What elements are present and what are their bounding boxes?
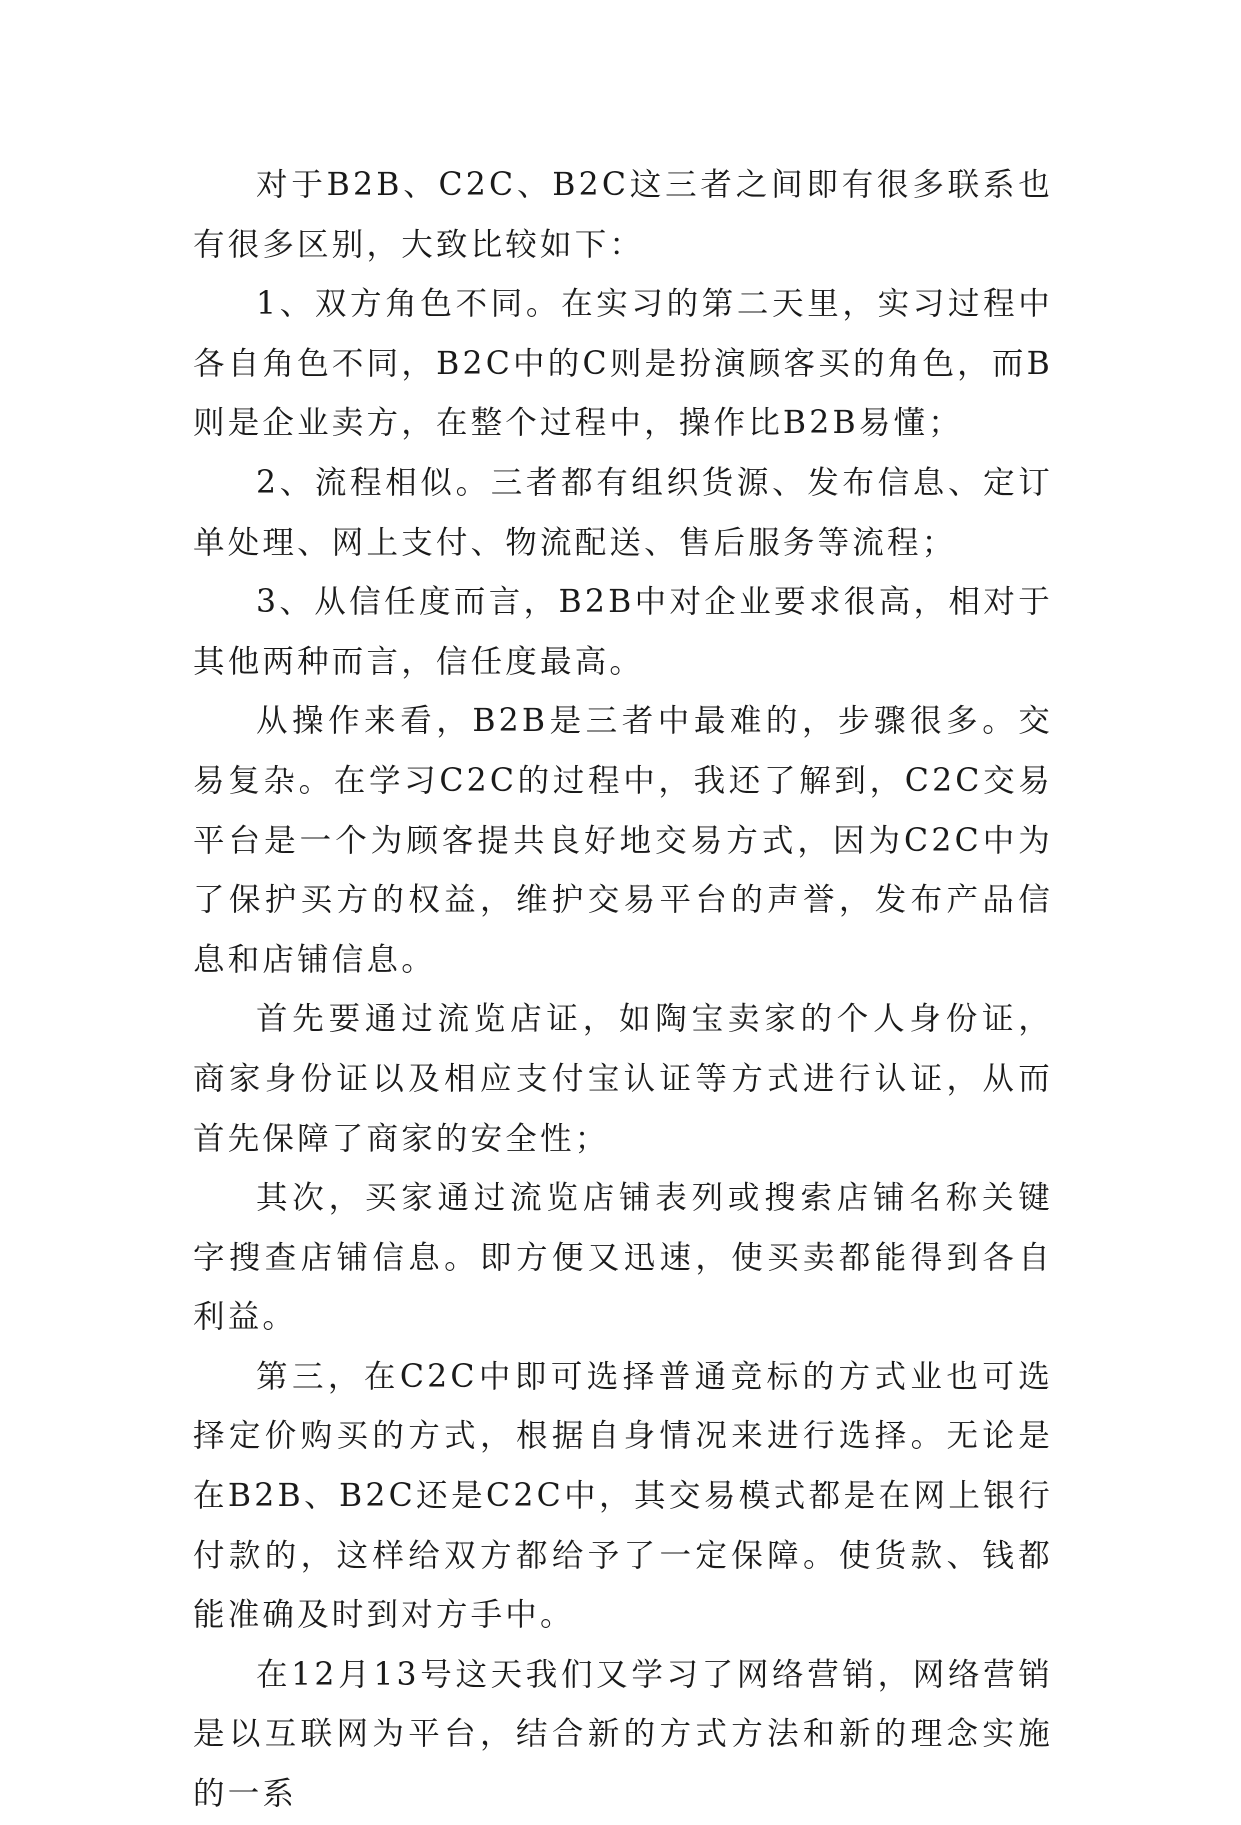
paragraph-operation: 从操作来看，B2B是三者中最难的，步骤很多。交易复杂。在学习C2C的过程中，我还了解到，C2C交易平台是一个为顾客提共良好地交易方式，因为C2C中为了保护买方的权益，维护交易平台的声誉，发布产品信息和店铺信息。 [193,703,1053,978]
paragraph-third: 第三，在C2C中即可选择普通竞标的方式业也可选择定价购买的方式，根据自身情况来进行选择。无论是在B2B、B2C还是C2C中，其交易模式都是在网上银行付款的，这样给双方都给予了一定保障。使货款、钱都能准确及时到对方手中。 [193,1358,1053,1634]
paragraph-second: 其次，买家通过流览店铺表列或搜索店铺名称关键字搜查店铺信息。即方便又迅速，使买卖都能得到各自利益。 [193,1180,1053,1336]
paragraph-point-2: 2、流程相似。三者都有组织货源、发布信息、定订单处理、网上支付、物流配送、售后服务等流程； [193,464,1053,561]
paragraph-point-1: 1、双方角色不同。在实习的第二天里，实习过程中各自角色不同，B2C中的C则是扮演顾客买的角色，而B则是企业卖方，在整个过程中，操作比B2B易懂； [193,286,1053,442]
paragraph-network-marketing: 在12月13号这天我们又学习了网络营销，网络营销是以互联网为平台，结合新的方式方法和新的理念实施的一系 [193,1656,1053,1813]
document-body [193,156,1053,1825]
paragraph-first: 首先要通过流览店证，如陶宝卖家的个人身份证，商家身份证以及相应支付宝认证等方式进行认证，从而首先保障了商家的安全性； [193,1001,1053,1157]
paragraph-point-3: 3、从信任度而言，B2B中对企业要求很高，相对于其他两种而言，信任度最高。 [193,584,1053,680]
paragraph-intro: 对于B2B、C2C、B2C这三者之间即有很多联系也有很多区别，大致比较如下： [193,167,1053,263]
